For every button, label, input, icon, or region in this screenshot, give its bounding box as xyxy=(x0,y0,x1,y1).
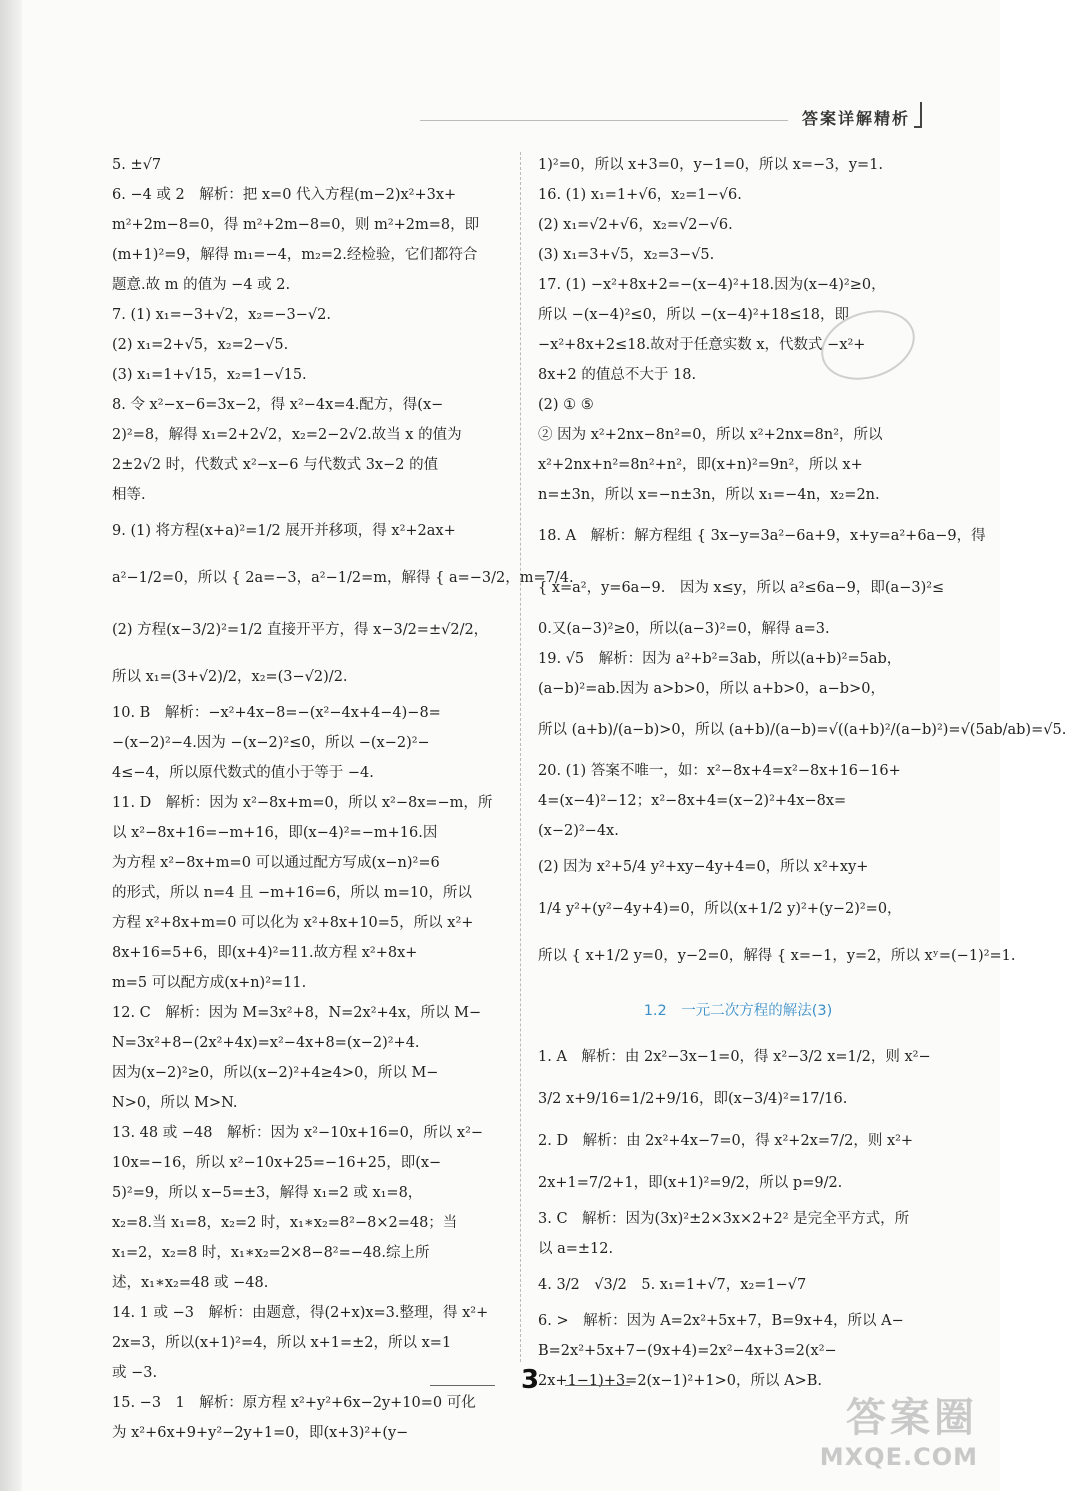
text-line: 17. (1) −x²+8x+2=−(x−4)²+18.因为(x−4)²≥0， xyxy=(538,277,886,293)
text-line: (2) ① ⑤ xyxy=(538,397,594,413)
text-line: 0.又(a−3)²≥0，所以(a−3)²=0，解得 a=3. xyxy=(538,621,830,637)
page-footer xyxy=(430,1365,630,1405)
text-line: a²−1/2=0，所以 { 2a=−3，a²−1/2=m，解得 { a=−3/2，m=7/4. xyxy=(112,570,574,586)
watermark-logo: 答案圈 xyxy=(846,1395,978,1441)
text-line: 20. (1) 答案不唯一，如：x²−8x+4=x²−8x+16−16+ xyxy=(538,763,901,779)
text-line: −x²+8x+2≤18.故对于任意实数 x，代数式 −x²+ xyxy=(538,337,866,353)
text-line: 方程 x²+8x+m=0 可以化为 x²+8x+10=5，所以 x²+ xyxy=(112,915,474,931)
site-watermark xyxy=(820,1386,978,1471)
text-line: 以 x²−8x+16=−m+16，即(x−4)²=−m+16.因 xyxy=(112,825,438,841)
text-line: 14. 1 或 −3 解析：由题意，得(2+x)x=3.整理，得 x²+ xyxy=(112,1305,489,1321)
text-line: 1/4 y²+(y²−4y+4)=0，所以(x+1/2 y)²+(y−2)²=0， xyxy=(538,901,902,917)
text-line: (2) 因为 x²+5/4 y²+xy−4y+4=0，所以 x²+xy+ xyxy=(538,859,869,875)
text-line: 所以 { x+1/2 y=0，y−2=0，解得 { x=−1，y=2，所以 xʸ=(−1)²=1. xyxy=(538,948,1016,964)
text-line: 为方程 x²−8x+m=0 可以通过配方写成(x−n)²=6 xyxy=(112,855,440,871)
text-line: x₁=2，x₂=8 时，x₁∗x₂=2×8−8²=−48.综上所 xyxy=(112,1245,430,1261)
text-line: 13. 48 或 −48 解析：因为 x²−10x+16=0，所以 x²− xyxy=(112,1125,484,1141)
text-line: 9. (1) 将方程(x+a)²=1/2 展开并移项，得 x²+2ax+ xyxy=(112,523,456,539)
text-line: (2) x₁=2+√5，x₂=2−√5. xyxy=(112,337,289,353)
text-line: 的形式，所以 n=4 且 −m+16=6，所以 m=10，所以 xyxy=(112,885,472,901)
text-line: 1. A 解析：由 2x²−3x−1=0，得 x²−3/2 x=1/2，则 x²− xyxy=(538,1049,931,1065)
text-line: m²+2m−8=0，得 m²+2m−8=0，则 m²+2m=8，即 xyxy=(112,217,480,233)
text-line: 2x=3，所以(x+1)²=4，所以 x+1=±2，所以 x=1 xyxy=(112,1335,452,1351)
text-line: (2) 方程(x−3/2)²=1/2 直接开平方，得 x−3/2=±√2/2， xyxy=(112,622,489,638)
text-line: m=5 可以配方成(x+n)²=11. xyxy=(112,975,307,991)
scan-edge xyxy=(0,0,22,1491)
text-line: 或 −3. xyxy=(112,1365,158,1381)
text-line: (3) x₁=3+√5，x₂=3−√5. xyxy=(538,247,715,263)
text-line: 3. C 解析：因为(3x)²±2×3x×2+2² 是完全平方式，所 xyxy=(538,1211,910,1227)
text-line: 8x+2 的值总不大于 18. xyxy=(538,367,697,383)
header-title: 答案详解精析 xyxy=(801,109,910,128)
watermark-url: MXQE.COM xyxy=(819,1443,978,1471)
text-line: { x=a²，y=6a−9. 因为 x≤y，所以 a²≤6a−9，即(a−3)²≤ xyxy=(538,580,945,596)
text-line: 所以 x₁=(3+√2)/2，x₂=(3−√2)/2. xyxy=(112,669,348,685)
text-line: 所以 −(x−4)²≤0，所以 −(x−4)²+18≤18，即 xyxy=(538,307,849,323)
text-line: 5. ±√7 xyxy=(112,157,162,173)
text-line: 10x=−16，所以 x²−10x+25=−16+25，即(x− xyxy=(112,1155,442,1171)
text-line: N=3x²+8−(2x²+4x)=x²−4x+8=(x−2)²+4. xyxy=(112,1035,420,1051)
text-line: 以 a=±12. xyxy=(538,1241,614,1257)
text-line: 7. (1) x₁=−3+√2，x₂=−3−√2. xyxy=(112,307,331,323)
text-line: x₂=8.当 x₁=8，x₂=2 时，x₁∗x₂=8²−8×2=48；当 xyxy=(112,1215,458,1231)
text-line: 为 x²+6x+9+y²−2y+1=0，即(x+3)²+(y− xyxy=(112,1425,409,1441)
text-line: 19. √5 解析：因为 a²+b²=3ab，所以(a+b)²=5ab， xyxy=(538,651,902,667)
text-line: 2x+1=7/2+1，即(x+1)²=9/2，所以 p=9/2. xyxy=(538,1175,843,1191)
text-line: 2)²=8，解得 x₁=2+2√2，x₂=2−2√2.故当 x 的值为 xyxy=(112,427,462,443)
footer-rule-right xyxy=(565,1385,630,1386)
text-line: (2) x₁=√2+√6，x₂=√2−√6. xyxy=(538,217,733,233)
text-line: 16. (1) x₁=1+√6，x₂=1−√6. xyxy=(538,187,742,203)
text-line: 4. 3/2 √3/2 5. x₁=1+√7，x₂=1−√7 xyxy=(538,1277,807,1293)
text-line: 11. D 解析：因为 x²−8x+m=0，所以 x²−8x=−m，所 xyxy=(112,795,493,811)
column-divider xyxy=(520,152,521,1362)
text-line: 6. −4 或 2 解析：把 x=0 代入方程(m−2)x²+3x+ xyxy=(112,187,457,203)
text-line: (a−b)²=ab.因为 a>b>0，所以 a+b>0，a−b>0， xyxy=(538,681,885,697)
text-line: 因为(x−2)²≥0，所以(x−2)²+4≥4>0，所以 M− xyxy=(112,1065,439,1081)
text-line: 18. A 解析：解方程组 { 3x−y=3a²−6a+9，x+y=a²+6a−9，得 xyxy=(538,528,986,544)
text-line: 3/2 x+9/16=1/2+9/16，即(x−3/4)²=17/16. xyxy=(538,1091,848,1107)
text-line: 6. > 解析：因为 A=2x²+5x+7，B=9x+4，所以 A− xyxy=(538,1313,904,1329)
text-line: ② 因为 x²+2nx−8n²=0，所以 x²+2nx=8n²，所以 xyxy=(538,427,883,443)
text-line: (x−2)²−4x. xyxy=(538,823,619,839)
text-line: 4=(x−4)²−12；x²−8x+4=(x−2)²+4x−8x= xyxy=(538,793,847,809)
text-line: 题意.故 m 的值为 −4 或 2. xyxy=(112,277,291,293)
text-line: 15. −3 1 解析：原方程 x²+y²+6x−2y+10=0 可化 xyxy=(112,1395,476,1411)
text-line: 5)²=9，所以 x−5=±3，解得 x₁=2 或 x₁=8， xyxy=(112,1185,423,1201)
text-line: x²+2nx+n²=8n²+n²，即(x+n)²=9n²，所以 x+ xyxy=(538,457,863,473)
text-line: 2±2√2 时，代数式 x²−x−6 与代数式 3x−2 的值 xyxy=(112,457,439,473)
header-bracket-icon xyxy=(914,102,922,128)
page-header xyxy=(420,98,940,138)
text-line: (3) x₁=1+√15，x₂=1−√15. xyxy=(112,367,307,383)
text-line: 2x+1−1)+3=2(x−1)²+1>0，所以 A>B. xyxy=(538,1373,822,1389)
text-line: −(x−2)²−4.因为 −(x−2)²≤0，所以 −(x−2)²− xyxy=(112,735,430,751)
text-line: 10. B 解析：−x²+4x−8=−(x²−4x+4−4)−8= xyxy=(112,705,441,721)
text-line: N>0，所以 M>N. xyxy=(112,1095,238,1111)
text-line: 12. C 解析：因为 M=3x²+8，N=2x²+4x，所以 M− xyxy=(112,1005,482,1021)
text-line: 8. 令 x²−x−6=3x−2，得 x²−4x=4.配方，得(x− xyxy=(112,397,444,413)
text-line: 1)²=0，所以 x+3=0，y−1=0，所以 x=−3，y=1. xyxy=(538,157,884,173)
text-line: 4≤−4，所以原代数式的值小于等于 −4. xyxy=(112,765,374,781)
text-line: 相等. xyxy=(112,487,146,503)
text-line: 2. D 解析：由 2x²+4x−7=0，得 x²+2x=7/2，则 x²+ xyxy=(538,1133,914,1149)
text-line: B=2x²+5x+7−(9x+4)=2x²−4x+3=2(x²− xyxy=(538,1343,837,1359)
page-number: 3 xyxy=(520,1365,540,1395)
header-rule xyxy=(420,120,788,121)
section-title: 1.2 一元二次方程的解法(3) xyxy=(643,1003,833,1019)
text-line: 8x+16=5+6，即(x+4)²=11.故方程 x²+8x+ xyxy=(112,945,418,961)
text-line: (m+1)²=9，解得 m₁=−4，m₂=2.经检验，它们都符合 xyxy=(112,247,478,263)
text-line: n=±3n，所以 x=−n±3n，所以 x₁=−4n，x₂=2n. xyxy=(538,487,880,503)
text-line: 所以 (a+b)/(a−b)>0，所以 (a+b)/(a−b)=√((a+b)²/(a−b)²)=√(5ab/ab)=√5. xyxy=(538,722,1066,738)
text-line: 述，x₁∗x₂=48 或 −48. xyxy=(112,1275,269,1291)
